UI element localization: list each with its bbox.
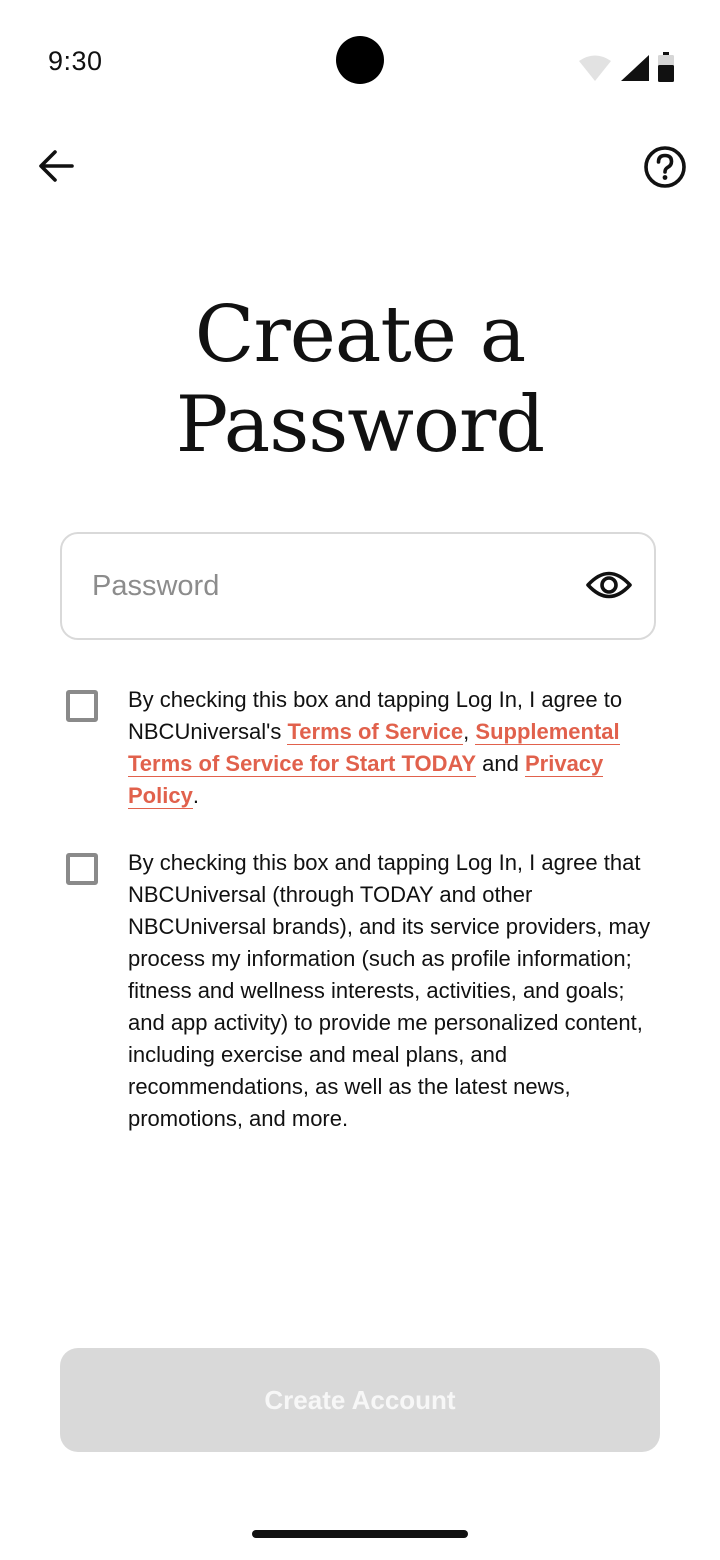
privacy-policy-link[interactable]: Privacy Policy <box>128 751 604 808</box>
show-password-button[interactable] <box>584 562 634 612</box>
home-indicator[interactable] <box>252 1530 468 1538</box>
battery-icon <box>658 52 674 82</box>
create-account-button[interactable]: Create Account <box>60 1348 660 1452</box>
cellular-signal-icon <box>620 54 650 82</box>
personalization-checkbox[interactable] <box>66 853 98 885</box>
password-field <box>60 532 656 640</box>
personalization-consent-text: By checking this box and tapping Log In, I agree that NBCUniversal (through TODAY and other NBCUniversal brands), and its service providers, may process my information (such as profile information; fitness and wellness interests, activities, and goals; and app activity) to provide me personalized content, including exercise and meal plans, and recommendations, as well as the latest news, promotions, and more. <box>128 850 651 1131</box>
eye-icon <box>586 568 632 607</box>
camera-cutout <box>336 36 384 84</box>
question-circle-icon <box>643 145 687 194</box>
wifi-icon <box>578 54 612 82</box>
page-title-line-1: Create a <box>194 290 526 380</box>
terms-text-before: By checking this box and tapping Log In, I agree to NBCUniversal's <box>128 687 623 744</box>
supplemental-terms-link[interactable]: Supplemental Terms of Service for Start TODAY <box>128 719 620 776</box>
page-title <box>0 290 720 470</box>
status-icons <box>578 50 674 82</box>
status-bar <box>0 0 720 120</box>
page-title-line-2: Password <box>175 380 545 470</box>
help-button[interactable] <box>640 144 690 194</box>
terms-checkbox[interactable] <box>66 690 98 722</box>
top-bar <box>0 130 720 210</box>
status-time: 9:30 <box>48 46 103 76</box>
terms-text-after: . <box>192 783 199 808</box>
arrow-left-icon <box>36 148 76 189</box>
terms-separator-2: and <box>476 751 525 776</box>
terms-of-service-link[interactable]: Terms of Service <box>287 719 464 744</box>
back-button[interactable] <box>30 142 82 194</box>
password-input[interactable] <box>92 534 562 638</box>
terms-separator-1: , <box>463 719 476 744</box>
terms-consent-text <box>128 684 660 812</box>
